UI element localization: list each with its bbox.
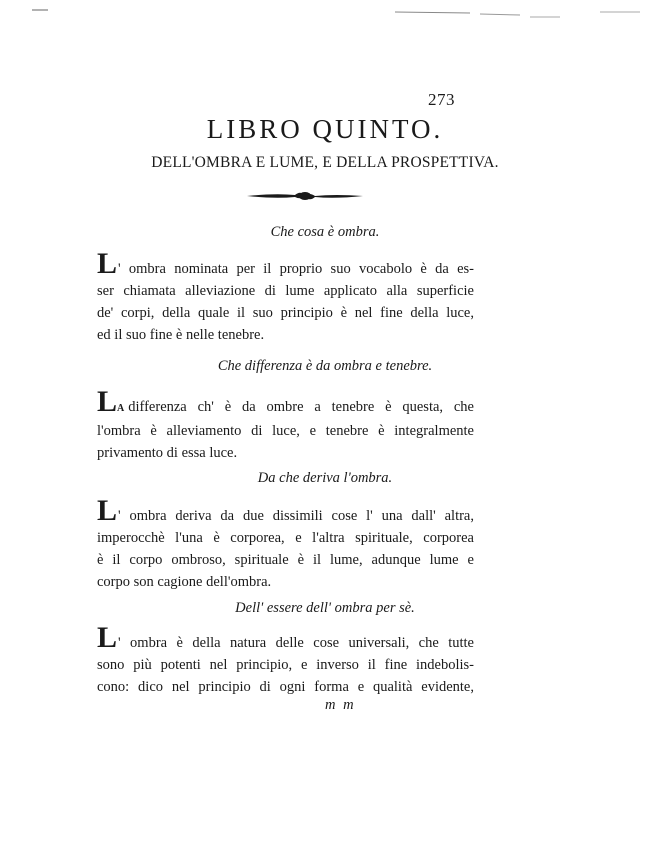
paragraph: L' ombra deriva da due dissimili cose l' una dall' altra, imperocchè l'una è corporea, e l'altra spirituale, corporea è il corpo ombroso, spirituale è il lume, adunque lume e corpo son cagione dell'ombra. — [97, 494, 474, 590]
catchword: m m — [325, 697, 356, 713]
page-number: 273 — [428, 90, 455, 109]
ornament-divider-icon — [245, 188, 365, 204]
book-subtitle: DELL'OMBRA E LUME, E DELLA PROSPETTIVA. — [151, 154, 499, 171]
section-heading: Dell' essere dell' ombra per sè. — [235, 600, 415, 616]
paragraph: L' ombra è della natura delle cose universali, che tutte sono più potenti nel principio, e inverso il fine indebolis- cono: dico nel principio di ogni forma e qualità evidente, — [97, 621, 474, 695]
drop-cap: L — [97, 247, 118, 280]
drop-cap: L — [97, 385, 118, 418]
section-heading: Che cosa è ombra. — [270, 224, 380, 240]
book-title: LIBRO QUINTO. — [206, 114, 444, 144]
scan-edge-marks — [0, 0, 650, 24]
drop-cap: L — [97, 494, 118, 527]
section-heading: Che differenza è da ombra e tenebre. — [217, 358, 433, 374]
section-heading: Da che deriva l'ombra. — [257, 470, 393, 486]
paragraph: L' ombra nominata per il proprio suo vocabolo è da es- ser chiamata alleviazione di lume applicato alla superficie de' corpi, della quale il suo principio è nel fine della luce, ed il suo fine è nelle tenebre. — [97, 247, 474, 343]
drop-cap: L — [97, 621, 118, 654]
paragraph: LA differenza ch' è da ombre a tenebre è questa, che l'ombra è alleviamento di luce, e tenebre è integralmente privamento di essa luce. — [97, 385, 474, 461]
